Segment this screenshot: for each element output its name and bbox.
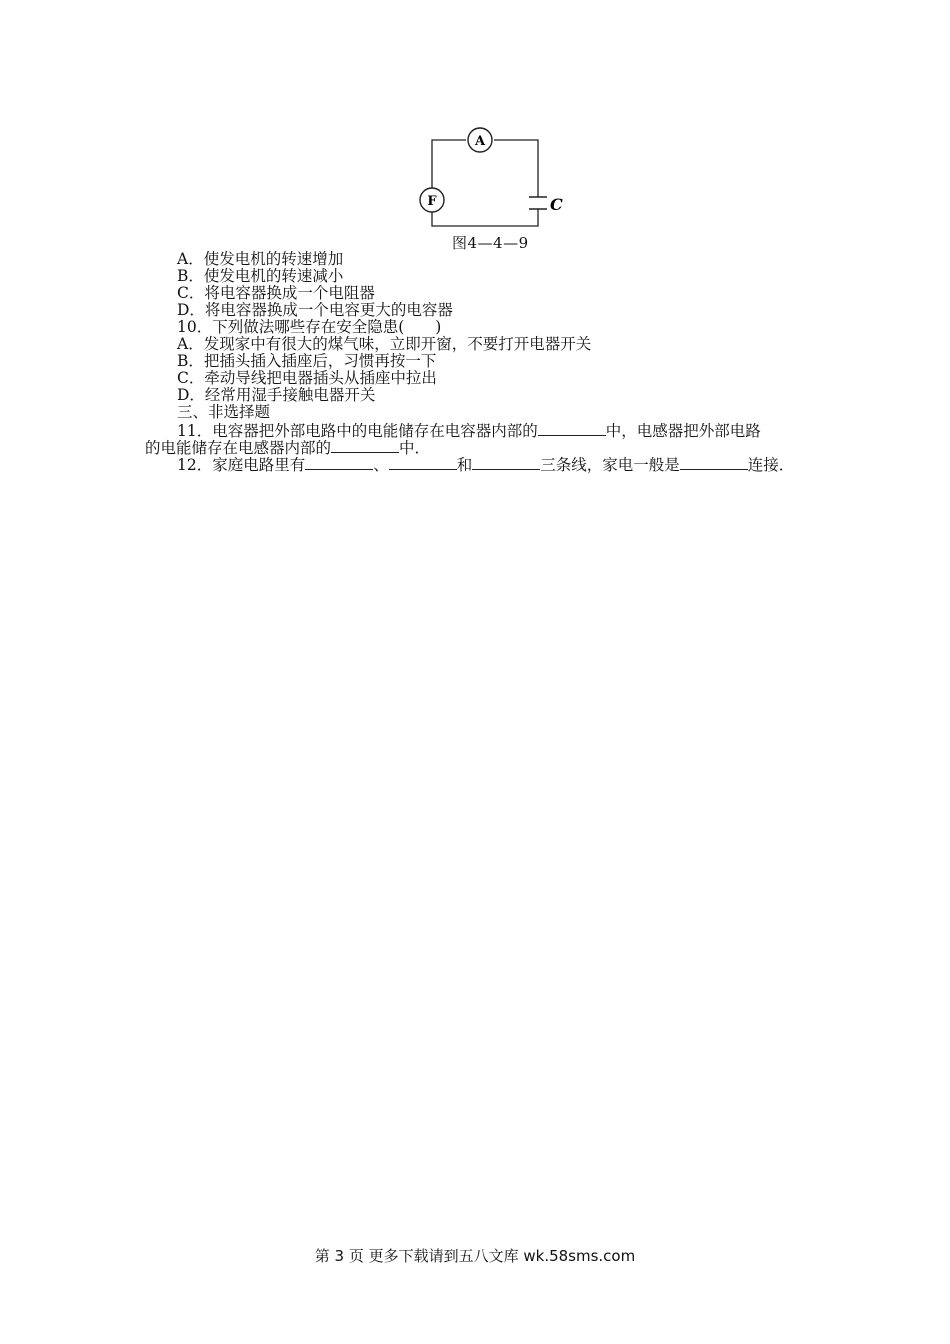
section-heading: 三、非选择题 xyxy=(177,403,271,421)
q11-text-3: 的电能储存在电感器内部的 xyxy=(145,439,332,457)
q12-blank-4 xyxy=(680,455,748,470)
q12-blank-3 xyxy=(472,455,540,470)
q9-option-b: B．使发电机的转速减小 xyxy=(177,267,344,285)
q11-text-2: 中，电感器把外部电路 xyxy=(605,422,761,440)
q11-blank-2 xyxy=(331,438,399,453)
capacitor-label: C xyxy=(550,195,563,214)
q12-blank-2 xyxy=(389,455,457,470)
q10-stem: 10．下列做法哪些存在安全隐患( ) xyxy=(177,318,442,336)
q12-text-5: 连接． xyxy=(747,456,795,474)
q10-option-b: B．把插头插入插座后，习惯再按一下 xyxy=(177,352,437,370)
q12-text-1: 12．家庭电路里有 xyxy=(177,456,306,474)
q11-text-4: 中． xyxy=(399,439,431,457)
q10-option-d: D．经常用湿手接触电器开关 xyxy=(177,386,376,404)
ammeter-label: A xyxy=(474,134,486,149)
q10-option-a: A．发现家中有很大的煤气味，立即开窗，不要打开电器开关 xyxy=(177,335,592,353)
q9-option-a: A．使发电机的转速增加 xyxy=(177,250,344,268)
q12-text-3: 和 xyxy=(456,456,473,474)
q10-option-c: C．牵动导线把电器插头从插座中拉出 xyxy=(177,369,437,387)
q12-line xyxy=(177,455,794,474)
q12-blank-1 xyxy=(305,455,373,470)
q12-text-2: 、 xyxy=(373,456,389,474)
q11-blank-1 xyxy=(538,421,606,436)
page-footer: 第 3 页 更多下载请到五八文库 wk.58sms.com xyxy=(314,1247,636,1265)
q9-option-d: D．将电容器换成一个电容更大的电容器 xyxy=(177,301,453,319)
figure-caption: 图4—4—9 xyxy=(452,234,529,252)
q12-text-4: 三条线，家电一般是 xyxy=(540,456,680,474)
generator-label: F xyxy=(427,194,437,209)
q11-text-1: 11．电容器把外部电路中的电能储存在电容器内部的 xyxy=(177,422,538,440)
q9-option-c: C．将电容器换成一个电阻器 xyxy=(177,284,375,302)
